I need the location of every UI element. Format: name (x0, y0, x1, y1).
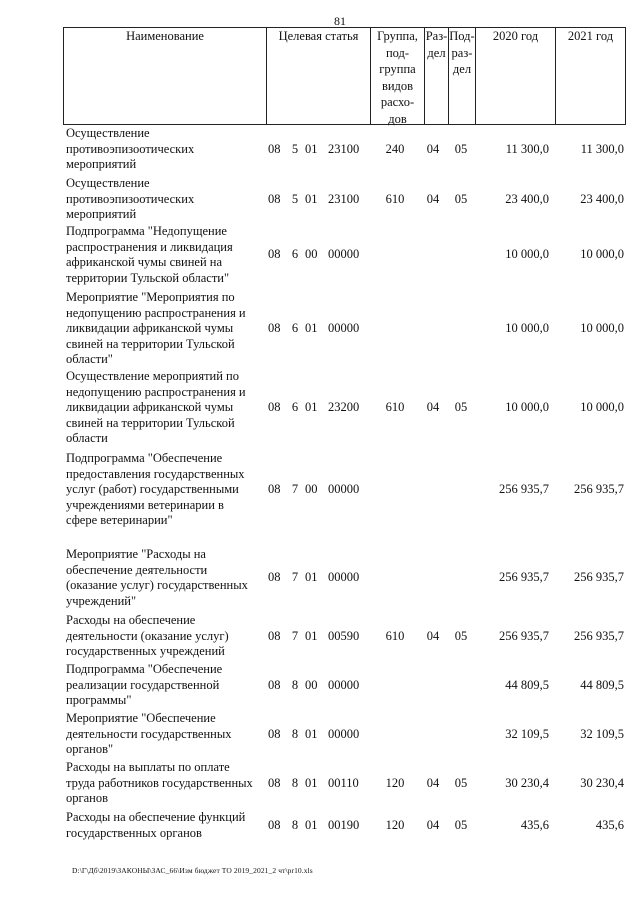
program-code: 08 (268, 775, 281, 790)
row-name-line: мероприятий (66, 157, 137, 171)
amount-2021: 256 935,7 (574, 482, 624, 496)
row-name-line: Расходы на обеспечение (66, 613, 196, 627)
row-name (66, 126, 266, 173)
row-name-line: Осуществление мероприятий по (66, 369, 239, 383)
direction-code: 00000 (328, 677, 360, 692)
subprogram-code: 8 (291, 677, 299, 692)
section-code: 04 (426, 141, 440, 156)
amount-2020: 256 935,7 (499, 570, 549, 585)
hsubsection-line: Под- (449, 29, 475, 43)
amount-2020: 23 400,0 (505, 191, 549, 206)
event-code: 01 (305, 570, 318, 585)
hsubsection-line: дел (452, 62, 472, 76)
event-code: 01 (305, 400, 318, 414)
row-name-line: Мероприятие "Обеспечение (66, 711, 216, 725)
amount-2020: 30 230,4 (505, 775, 549, 790)
direction-code: 00000 (328, 726, 360, 741)
expense-group: 120 (385, 817, 405, 832)
event-code: 01 (305, 321, 318, 335)
subprogram-code: 7 (291, 570, 299, 585)
section-code: 04 (426, 400, 440, 414)
direction-code: 00000 (328, 482, 360, 496)
row-name (66, 224, 266, 286)
program-code: 08 (268, 817, 281, 832)
direction-code: 23100 (328, 191, 360, 206)
amount-2021: 23 400,0 (580, 191, 624, 206)
subprogram-code: 6 (291, 247, 299, 262)
row-name (66, 290, 266, 368)
hgroup-line: расхо- (380, 95, 415, 109)
amount-2020: 10 000,0 (505, 400, 549, 414)
row-name-line: Осуществление (66, 126, 150, 140)
amount-2020: 32 109,5 (505, 726, 549, 741)
hsection-line: дел (427, 45, 446, 60)
row-name (66, 547, 266, 609)
row-name-line: учреждениями ветеринарии в (66, 497, 224, 512)
row-name-line: программы" (66, 693, 132, 707)
subprogram-code: 8 (291, 817, 299, 832)
expense-group: 240 (385, 141, 405, 156)
program-code: 08 (268, 726, 281, 741)
section-code: 04 (426, 817, 440, 832)
row-name-line: услуг (работ) государственными (66, 482, 239, 496)
direction-code: 00590 (328, 628, 360, 643)
row-name-line: реализации государственной (66, 677, 220, 692)
program-code: 08 (268, 321, 281, 335)
program-code: 08 (268, 191, 281, 206)
subsection-code: 05 (454, 775, 468, 790)
row-name (66, 369, 266, 447)
header-year-2020: 2020 год (476, 28, 556, 124)
row-name-line: государственных учреждений (66, 644, 225, 658)
amount-2021: 44 809,5 (580, 677, 624, 692)
subsection-code: 05 (454, 191, 468, 206)
hgroup-line: под- (385, 45, 410, 60)
row-name (66, 662, 266, 709)
row-name-line: области (66, 431, 108, 445)
event-code: 00 (305, 482, 318, 496)
row-name-line: свиней на территории Тульской (66, 336, 235, 351)
subprogram-code: 5 (291, 191, 299, 206)
row-name-line: ликвидации африканской чумы (66, 321, 234, 335)
row-name-line: учреждений" (66, 593, 137, 608)
amount-2021: 30 230,4 (580, 775, 624, 790)
row-name-line: Подпрограмма "Недопущение (66, 224, 227, 238)
row-name (66, 760, 266, 807)
amount-2020: 10 000,0 (505, 247, 549, 262)
amount-2021: 32 109,5 (580, 726, 624, 741)
amount-2020: 11 300,0 (505, 141, 549, 156)
expense-group: 610 (385, 628, 405, 643)
amount-2021: 10 000,0 (580, 321, 624, 335)
row-name-line: территории Тульской области" (66, 270, 230, 285)
hgroup-line: дов (388, 111, 407, 126)
event-code: 01 (305, 141, 318, 156)
row-name-line: Расходы на выплаты по оплате (66, 760, 230, 774)
event-code: 01 (305, 191, 318, 206)
row-name-line: деятельности (оказание услуг) (66, 628, 229, 643)
program-code: 08 (268, 482, 281, 496)
expense-group: 120 (385, 775, 405, 790)
direction-code: 00110 (328, 775, 359, 790)
program-code: 08 (268, 570, 281, 585)
section-code: 04 (426, 628, 440, 643)
event-code: 01 (305, 817, 318, 832)
subsection-code: 05 (454, 817, 468, 832)
subprogram-code: 8 (291, 775, 299, 790)
row-name-line: обеспечение деятельности (66, 562, 208, 577)
row-name (66, 711, 266, 758)
subprogram-code: 5 (291, 141, 299, 156)
row-name-line: предоставления государственных (66, 466, 245, 481)
row-name (66, 810, 266, 841)
hgroup-line: видов (381, 78, 414, 93)
program-code: 08 (268, 247, 281, 262)
row-name-line: органов (66, 791, 109, 805)
subprogram-code: 7 (291, 628, 299, 643)
row-name-line: Расходы на обеспечение функций (66, 810, 246, 824)
row-name-line: (оказание услуг) государственных (66, 578, 248, 592)
row-name-line: труда работников государственных (66, 775, 253, 790)
row-name-line: недопущению распространения и (66, 384, 246, 399)
row-name-line: противоэпизоотических (66, 191, 195, 206)
header-name: Наименование (64, 28, 267, 124)
row-name (66, 176, 266, 223)
amount-2020: 435,6 (520, 817, 549, 832)
hsection-line: Раз- (425, 29, 448, 43)
row-name-line: мероприятий (66, 207, 137, 221)
event-code: 01 (305, 726, 318, 741)
row-name-line: недопущению распространения и (66, 305, 246, 320)
event-code: 01 (305, 775, 318, 790)
program-code: 08 (268, 628, 281, 643)
subsection-code: 05 (454, 400, 468, 414)
amount-2021: 11 300,0 (580, 141, 624, 156)
row-name-line: сфере ветеринарии" (66, 513, 173, 527)
row-name-line: распространения и ликвидация (66, 239, 233, 254)
amount-2021: 256 935,7 (574, 570, 624, 585)
row-name-line: органов" (66, 742, 114, 756)
amount-2021: 256 935,7 (574, 628, 624, 643)
program-code: 08 (268, 400, 281, 414)
row-name-line: Мероприятие "Мероприятия по (66, 290, 235, 304)
direction-code: 00000 (328, 321, 360, 335)
amount-2021: 10 000,0 (580, 247, 624, 262)
file-path-footer: D:\Г\Дб\2019\ЗАКОНЫ\ЗАС_66\Изм бюджет ТО 2019_2021_2 чт\pr10.xls (72, 866, 313, 875)
row-name-line: Подпрограмма "Обеспечение (66, 451, 223, 465)
row-name-line: противоэпизоотических (66, 141, 195, 156)
section-code: 04 (426, 191, 440, 206)
row-name-line: Осуществление (66, 176, 150, 190)
row-name-line: деятельности государственных (66, 726, 232, 741)
subprogram-code: 7 (291, 482, 299, 496)
hsubsection-line: раз- (451, 45, 473, 60)
amount-2020: 10 000,0 (505, 321, 549, 335)
direction-code: 00000 (328, 247, 360, 262)
row-name (66, 451, 266, 529)
hgroup-line: группа (379, 62, 416, 76)
header-year-2021: 2021 год (567, 29, 614, 43)
expense-group: 610 (385, 400, 405, 414)
direction-code: 23100 (328, 141, 360, 156)
row-name-line: области" (66, 352, 113, 366)
hgroup-line: Группа, (377, 29, 418, 43)
amount-2021: 435,6 (595, 817, 624, 832)
direction-code: 23200 (328, 400, 360, 414)
amount-2020: 256 935,7 (499, 628, 549, 643)
subsection-code: 05 (454, 141, 468, 156)
row-name-line: ликвидации африканской чумы (66, 400, 234, 414)
row-name (66, 613, 266, 660)
row-name-line: Подпрограмма "Обеспечение (66, 662, 223, 676)
amount-2020: 256 935,7 (499, 482, 549, 496)
subprogram-code: 8 (291, 726, 299, 741)
event-code: 00 (305, 247, 318, 262)
header-target: Целевая статья (267, 28, 371, 124)
subprogram-code: 6 (291, 321, 299, 335)
direction-code: 00000 (328, 570, 360, 585)
subprogram-code: 6 (291, 400, 299, 414)
event-code: 01 (305, 628, 318, 643)
page-number: 81 (334, 14, 346, 28)
row-name-line: африканской чумы свиней на (66, 255, 222, 269)
direction-code: 00190 (328, 817, 360, 832)
amount-2020: 44 809,5 (505, 677, 549, 692)
amount-2021: 10 000,0 (580, 400, 624, 414)
row-name-line: свиней на территории Тульской (66, 415, 235, 430)
subsection-code: 05 (454, 628, 468, 643)
program-code: 08 (268, 677, 281, 692)
event-code: 00 (305, 677, 318, 692)
program-code: 08 (268, 141, 281, 156)
row-name-line: Мероприятие "Расходы на (66, 547, 206, 561)
section-code: 04 (426, 775, 440, 790)
expense-group: 610 (385, 191, 405, 206)
row-name-line: государственных органов (66, 825, 202, 840)
